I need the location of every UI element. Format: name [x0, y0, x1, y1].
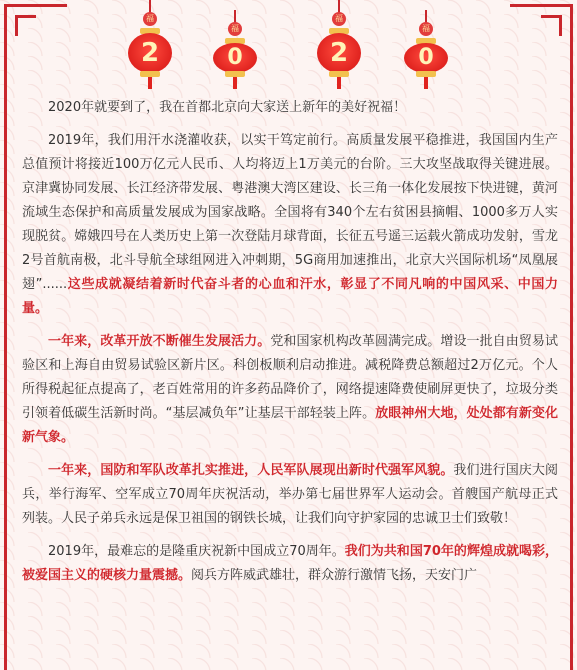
highlight-text: 这些成就凝结着新时代奋斗者的心血和汗水，彰显了不同凡响的中国风采、中国力量。 — [22, 277, 558, 316]
paragraph-reform: 一年来，改革开放不断催生发展活力。党和国家机构改革圆满完成。增设一批自由贸易试验区和上海自由贸易试验区新片区。科创板顺利启动推进。减税降费总额超过2万亿元。个人所得税起征点提高了，老百姓常用的许多药品降价了，网络提速降费使刷屏更快了，垃圾分类引领着低碳生活新时尚。“基层减负年”让基层干部轻装上阵。放眼神州大地，处处都有新变化新气象。 — [22, 334, 558, 445]
paragraph-anniversary: 2019年，最难忘的是隆重庆祝新中国成立70周年。我们为共和国70年的辉煌成就喝彩，被爱国主义的硬核力量震撼。阅兵方阵威武雄壮，群众游行激情飞扬，天安门广 — [22, 544, 558, 583]
article-body — [22, 96, 558, 597]
highlight-text: 国防和军队改革扎实推进，人民军队展现出新时代强军风貌。 — [100, 463, 454, 478]
paragraph-achievements: 2019年，我们用汗水浇灌收获，以实干笃定前行。高质量发展平稳推进，我国国内生产总值预计将接近100万亿元人民币、人均将迈上1万美元的台阶。三大攻坚战取得关键进展。京津冀协同发展、长江经济带发展、粤港澳大湾区建设、长三角一体化发展按下快进键，黄河流域生态保护和高质量发展成为国家战略。全国将有340个左右贫困县摘帽、1000多万人实现脱贫。嫦娥四号在人类历史上第一次登陆月球背面，长征五号遥三运载火箭成功发射，雪龙2号首航南极，北斗导航全球组网进入冲刺期，5G商用加速推出，北京大兴国际机场“凤凰展翅”......这些成就凝结着新时代奋斗者的心血和汗水，彰显了不同凡响的中国风采、中国力量。 — [22, 133, 558, 316]
border-right — [570, 64, 573, 670]
border-left — [4, 64, 7, 670]
lantern-banner: 福 2 福 0 福 2 福 0 — [0, 0, 577, 100]
highlight-text: 放眼神州大地，处处都有新变化新气象。 — [22, 406, 558, 445]
highlight-text: 我们为共和国70年的辉煌成就喝彩，被爱国主义的硬核力量震撼。 — [22, 544, 558, 583]
lantern-digit: 0 — [213, 43, 257, 73]
highlight-text: 一年来， — [48, 463, 101, 478]
paragraph-greeting: 2020年就要到了，我在首都北京向大家送上新年的美好祝福！ — [48, 100, 407, 115]
paragraph-defense: 一年来，国防和军队改革扎实推进，人民军队展现出新时代强军风貌。我们进行国庆大阅兵，举行海军、空军成立70周年庆祝活动，举办第七届世界军人运动会。首艘国产航母正式列装。人民子弟兵永远是保卫祖国的钢铁长城，让我们向守护家园的忠诚卫士们致敬！ — [22, 463, 558, 526]
lantern-digit: 2 — [128, 33, 172, 73]
lantern-digit: 2 — [317, 33, 361, 73]
highlight-text: 一年来，改革开放不断催生发展活力。 — [48, 334, 271, 349]
lantern-digit: 0 — [404, 43, 448, 73]
